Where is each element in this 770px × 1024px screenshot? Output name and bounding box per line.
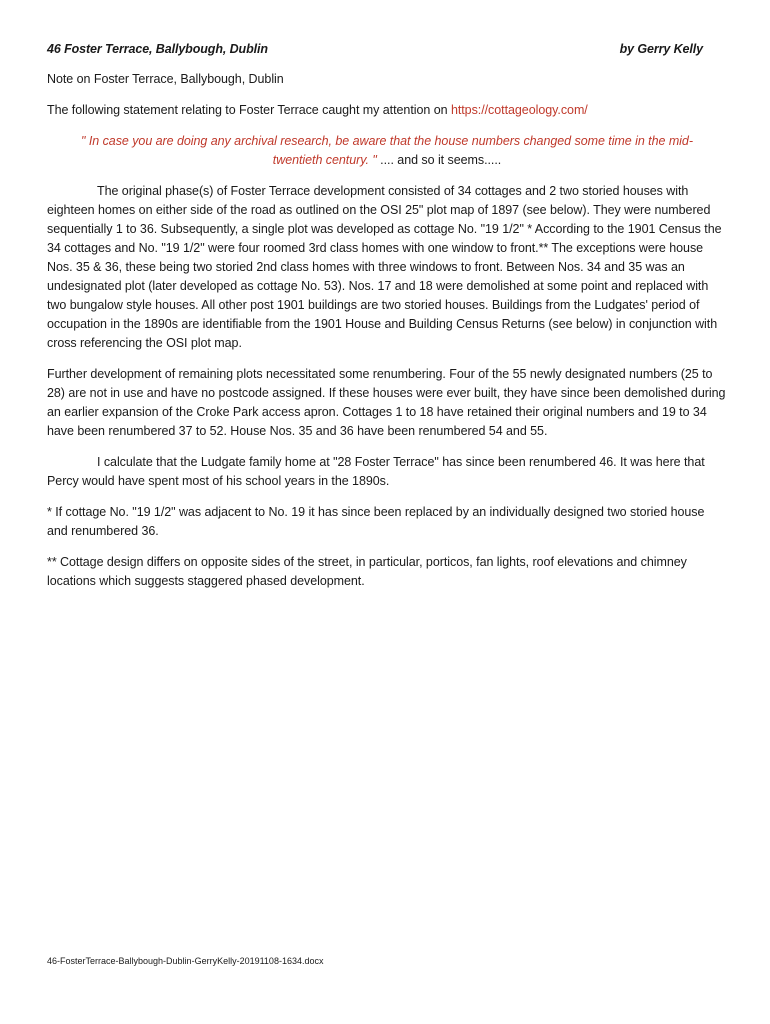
body-paragraph-1: The original phase(s) of Foster Terrace development consisted of 34 cottages and 2 two storied houses with eighteen homes on either side of the road as outlined on the OSI 25" plot map of 1897 (see below). They were numbered sequentially 1 to 36. Subsequently, a single plot was developed as cottage No. "19 1/2" * According to the 1901 Census the 34 cottages and No. "19 1/2" were four roomed 3rd class homes with one window to front.** The exceptions were house Nos. 35 & 36, these being two storied 2nd class homes with three windows to front. Between Nos. 34 and 35 was an undesignated plot (later developed as cottage No. 53). Nos. 17 and 18 were demolished at some point and replaced with two bungalow style houses. All other post 1901 buildings are two storied houses. Buildings from the Ludgates' period of occupation in the 1890s are identifiable from the 1901 House and Building Census Returns (see below) in conjunction with cross referencing the OSI plot map. [47,184,722,350]
body-paragraph-2: Further development of remaining plots necessitated some renumbering. Four of the 55 newly designated numbers (25 to 28) are not in use and have no postcode assigned. If these houses were ever built, they have since been demolished during an earlier expansion of the Croke Park access apron. Cottages 1 to 18 have retained their original numbers and 19 to 34 have been renumbered 37 to 52. House Nos. 35 and 36 have been renumbered 54 and 55. [47,367,726,438]
quote-text: " In case you are doing any archival research, be aware that the house numbers changed some time in the mid-twentieth century. " [81,134,693,167]
intro-text: The following statement relating to Foster Terrace caught my attention on [47,103,451,117]
document-header [47,42,727,56]
intro-paragraph [47,101,727,120]
quote-tail: .... and so it seems..... [376,153,502,167]
note-heading: Note on Foster Terrace, Ballybough, Dublin [47,72,284,86]
footnote-single-asterisk: * If cottage No. "19 1/2" was adjacent to No. 19 it has since been replaced by an individually designed two storied house and renumbered 36. [47,505,705,538]
cottageology-link[interactable]: https://cottageology.com/ [450,103,588,117]
footnote-double-asterisk: ** Cottage design differs on opposite sides of the street, in particular, porticos, fan lights, roof elevations and chimney locations which suggests staggered phased development. [47,555,687,588]
body-paragraph-3: I calculate that the Ludgate family home at "28 Foster Terrace" has since been renumbered 46. It was here that Percy would have spent most of his school years in the 1890s. [47,455,705,488]
document-page [47,42,727,603]
document-footer-filename: 46-FosterTerrace-Ballybough-Dublin-GerryKelly-20191108-1634.docx [47,956,324,966]
document-title: 46 Foster Terrace, Ballybough, Dublin [47,42,268,56]
document-author: by Gerry Kelly [619,42,703,56]
quote-paragraph [47,132,727,170]
